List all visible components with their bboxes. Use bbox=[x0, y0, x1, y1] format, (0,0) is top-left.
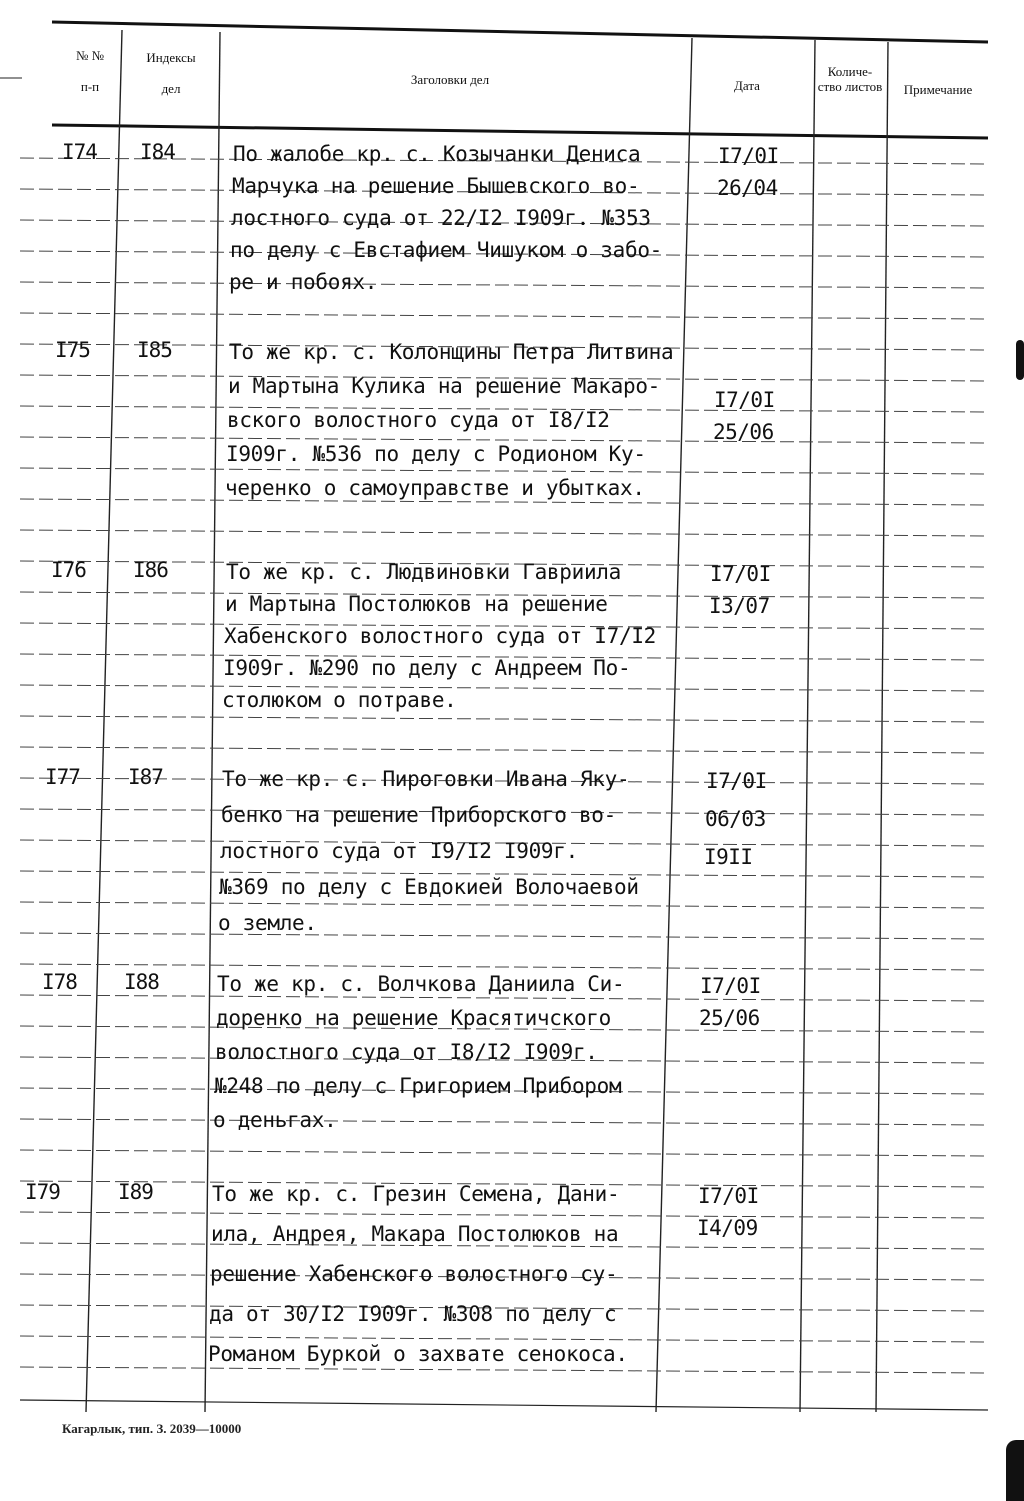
record-date: I9II bbox=[704, 845, 753, 869]
record-number: I78 bbox=[42, 970, 77, 994]
header-index-label: Индексы bbox=[146, 50, 196, 65]
header-note: Примечание bbox=[903, 82, 973, 97]
record-date: 25/06 bbox=[713, 420, 774, 444]
ruled-line bbox=[20, 747, 988, 753]
record-index: I88 bbox=[124, 970, 159, 994]
record-date: I7/0I bbox=[710, 562, 771, 586]
record-date: I7/0I bbox=[700, 974, 761, 998]
header-index-sub: дел bbox=[161, 81, 181, 96]
record-date: 26/04 bbox=[717, 176, 778, 200]
record-date: I7/0I bbox=[718, 144, 779, 168]
ruled-line bbox=[20, 902, 988, 908]
right-edge-mark bbox=[1016, 340, 1024, 380]
header-num-label: № № bbox=[75, 48, 105, 63]
record-title-line: То же кр. с. Людвиновки Гавриила bbox=[226, 560, 621, 584]
ruled-line bbox=[20, 313, 988, 319]
record-date: I7/0I bbox=[706, 769, 767, 793]
record-title-line: по делу с Евстафием Чишуком о забо- bbox=[230, 238, 663, 262]
ruled-line bbox=[20, 685, 988, 691]
ruled-line bbox=[20, 716, 988, 722]
record-title-line: да от 30/I2 I909г. №308 по делу с bbox=[209, 1302, 617, 1326]
record-index: I84 bbox=[140, 140, 175, 164]
record-number: I77 bbox=[45, 765, 80, 789]
record-index: I87 bbox=[128, 765, 163, 789]
record-title-line: бенко на решение Приборского во- bbox=[221, 803, 616, 827]
ruled-line bbox=[20, 468, 988, 474]
record-date: 06/03 bbox=[705, 807, 766, 831]
record-date: I7/0I bbox=[714, 388, 775, 412]
record-title-line: ила, Андрея, Макара Постолюков на bbox=[211, 1222, 619, 1246]
record-title-line: вского волостного суда от I8/I2 bbox=[227, 408, 610, 432]
record-title-line: Марчука на решение Бышевского во- bbox=[232, 174, 640, 198]
record-number: I79 bbox=[25, 1180, 60, 1204]
record-title-line: То же кр. с. Грезин Семена, Дани- bbox=[212, 1182, 620, 1206]
record-date: I7/0I bbox=[698, 1184, 759, 1208]
header-num bbox=[58, 48, 122, 94]
corner-shadow bbox=[1006, 1440, 1024, 1501]
record-number: I75 bbox=[55, 338, 90, 362]
record-title-line: То же кр. с. Колонщины Петра Литвина bbox=[229, 340, 674, 364]
record-index: I86 bbox=[133, 558, 168, 582]
ruled-line bbox=[20, 1212, 988, 1218]
ruled-line bbox=[20, 933, 988, 939]
record-date: I4/09 bbox=[697, 1216, 758, 1240]
record-index: I85 bbox=[137, 338, 172, 362]
ruled-line bbox=[20, 964, 988, 970]
ruled-line bbox=[20, 282, 988, 288]
printer-imprint: Кагарлык, тип. З. 2039—10000 bbox=[62, 1421, 242, 1436]
record-title-line: Хабенского волостного суда от I7/I2 bbox=[224, 624, 657, 648]
ruled-line bbox=[20, 530, 988, 536]
header-date: Дата bbox=[734, 78, 760, 93]
record-title-line: о деньгах. bbox=[213, 1108, 337, 1132]
record-date: 25/06 bbox=[699, 1006, 760, 1030]
record-number: I76 bbox=[51, 558, 86, 582]
record-title-line: и Мартына Постолюков на решение bbox=[225, 592, 608, 616]
record-title-line: о земле. bbox=[218, 911, 317, 935]
record-title-line: То же кр. с. Пироговки Ивана Яку- bbox=[222, 767, 630, 791]
header-titles: Заголовки дел bbox=[410, 72, 490, 87]
header-index bbox=[128, 50, 214, 96]
record-title-line: №369 по делу с Евдокией Волочаевой bbox=[219, 875, 639, 899]
record-title-line: лостного суда от I9/I2 I909г. bbox=[220, 839, 578, 863]
header-count: Количе-ство листов bbox=[817, 64, 883, 94]
record-date: I3/07 bbox=[709, 594, 770, 618]
record-title-line: №248 по делу с Григорием Прибором bbox=[214, 1074, 622, 1098]
ruled-line bbox=[20, 1367, 988, 1373]
record-title-line: решение Хабенского волостного су- bbox=[210, 1262, 618, 1286]
record-title-line: То же кр. с. Волчкова Даниила Си- bbox=[217, 972, 625, 996]
ruled-line bbox=[20, 1119, 988, 1125]
record-title-line: и Мартына Кулика на решение Макаро- bbox=[228, 374, 661, 398]
record-title-line: По жалобе кр. с. Козычанки Дениса bbox=[233, 142, 641, 166]
header-num-sub: п-п bbox=[80, 79, 100, 94]
record-title-line: волостного суда от I8/I2 I909г. bbox=[215, 1040, 598, 1064]
record-title-line: столюком о потраве. bbox=[222, 688, 457, 712]
record-title-line: черенко о самоуправстве и убытках. bbox=[225, 476, 645, 500]
record-title-line: ре и побоях. bbox=[229, 270, 378, 294]
ruled-line bbox=[20, 1150, 988, 1156]
record-title-line: доренко на решение Красятичского bbox=[216, 1006, 611, 1030]
record-title-line: Романом Буркой о захвате сенокоса. bbox=[208, 1342, 628, 1366]
record-index: I89 bbox=[118, 1180, 153, 1204]
record-title-line: лостного суда от 22/I2 I909г. №353 bbox=[231, 206, 651, 230]
record-title-line: I909г. №290 по делу с Андреем По- bbox=[223, 656, 631, 680]
record-title-line: I909г. №536 по делу с Родионом Ку- bbox=[226, 442, 646, 466]
record-number: I74 bbox=[62, 140, 97, 164]
